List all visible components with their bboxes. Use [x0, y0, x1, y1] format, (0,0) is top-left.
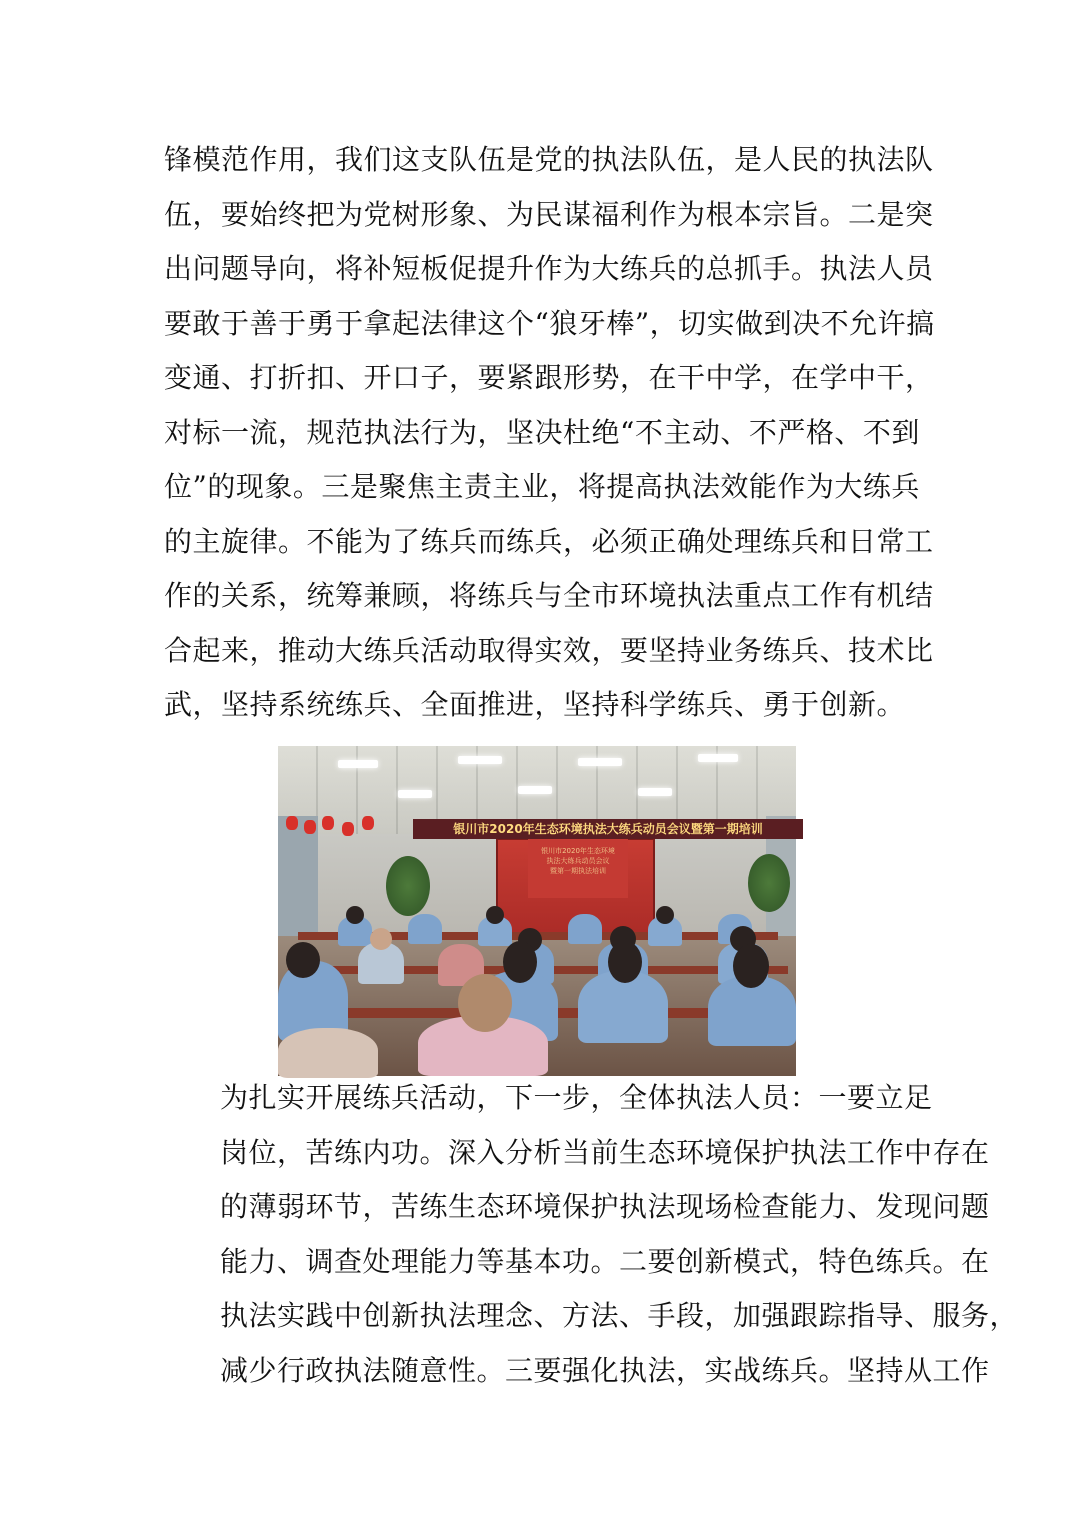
ceiling-lamp — [398, 790, 432, 798]
ceiling-lamp — [638, 788, 672, 796]
text-line: 减少行政执法随意性。三要强化执法，实战练兵。坚持从工作 — [220, 1353, 990, 1387]
text-line: 出问题导向，将补短板促提升作为大练兵的总抓手。执法人员 — [164, 252, 934, 285]
text-line: 的薄弱环节，苦练生态环境保护执法现场检查能力、发现问题 — [220, 1190, 990, 1223]
text-line: 武，坚持系统练兵、全面推进，坚持科学练兵、勇于创新。 — [164, 688, 906, 721]
projection-screen — [528, 838, 628, 898]
text-line: 执法实践中创新执法理念、方法、手段，加强跟踪指导、服务， — [220, 1299, 1019, 1332]
text-line: 伍，要始终把为党树形象、为民谋福利作为根本宗旨。二是突 — [164, 197, 934, 231]
text-line: 合起来，推动大练兵活动取得实效，要坚持业务练兵、技术比 — [164, 633, 934, 667]
attendee-head — [733, 944, 769, 988]
screen-line: 暨第一期执法培训 — [550, 867, 606, 875]
attendee-head — [486, 906, 504, 924]
attendee-head — [608, 941, 642, 983]
text-line: 作的关系，统筹兼顾，将练兵与全市环境执法重点工作有机结 — [164, 579, 934, 612]
screen-line: 银川市2020年生态环境 — [541, 847, 615, 855]
meeting-photo — [278, 746, 796, 1070]
text-line: 为扎实开展练兵活动，下一步，全体执法人员：一要立足 — [220, 1081, 933, 1114]
ceiling-lamp — [698, 754, 738, 762]
screen-line: 执法大练兵动员会议 — [546, 857, 610, 865]
attendee — [408, 914, 442, 944]
ceiling-lamp — [578, 758, 622, 766]
attendee-head — [286, 942, 320, 978]
ceiling-lamp — [458, 756, 502, 764]
text-line: 锋模范作用，我们这支队伍是党的执法队伍，是人民的执法队 — [164, 143, 934, 176]
plant — [386, 856, 430, 916]
text-line: 位”的现象。三是聚焦主责主业，将提高执法效能作为大练兵 — [164, 470, 920, 503]
plant — [748, 854, 790, 912]
lantern — [322, 816, 334, 830]
lantern — [286, 816, 298, 830]
text-line: 变通、打折扣、开口子，要紧跟形势，在干中学，在学中干， — [164, 361, 934, 394]
text-line: 能力、调查处理能力等基本功。二要创新模式，特色练兵。在 — [220, 1244, 990, 1278]
attendee — [568, 914, 602, 944]
lantern — [362, 816, 374, 830]
attendee-head — [503, 941, 537, 983]
attendee-head — [458, 974, 512, 1032]
text-line: 对标一流，规范执法行为，坚决杜绝“不主动、不严格、不到 — [164, 415, 920, 449]
attendee-head — [656, 906, 674, 924]
paragraph-1 — [164, 133, 935, 733]
ceiling-lamp — [338, 760, 378, 768]
text-line: 要敢于善于勇于拿起法律这个“狼牙棒”，切实做到决不允许搞 — [164, 306, 935, 340]
text-line: 的主旋律。不能为了练兵而练兵，必须正确处理练兵和日常工 — [164, 524, 934, 558]
attendee-head — [370, 928, 392, 950]
attendee-head — [346, 906, 364, 924]
lantern — [304, 820, 316, 834]
text-line: 岗位，苦练内功。深入分析当前生态环境保护执法工作中存在 — [220, 1135, 990, 1169]
ceiling-lamp — [518, 786, 552, 794]
paragraph-2 — [164, 1071, 1019, 1398]
meeting-banner: 银川市2020年生态环境执法大练兵动员会议暨第一期培训 — [413, 819, 803, 839]
lantern — [342, 822, 354, 836]
